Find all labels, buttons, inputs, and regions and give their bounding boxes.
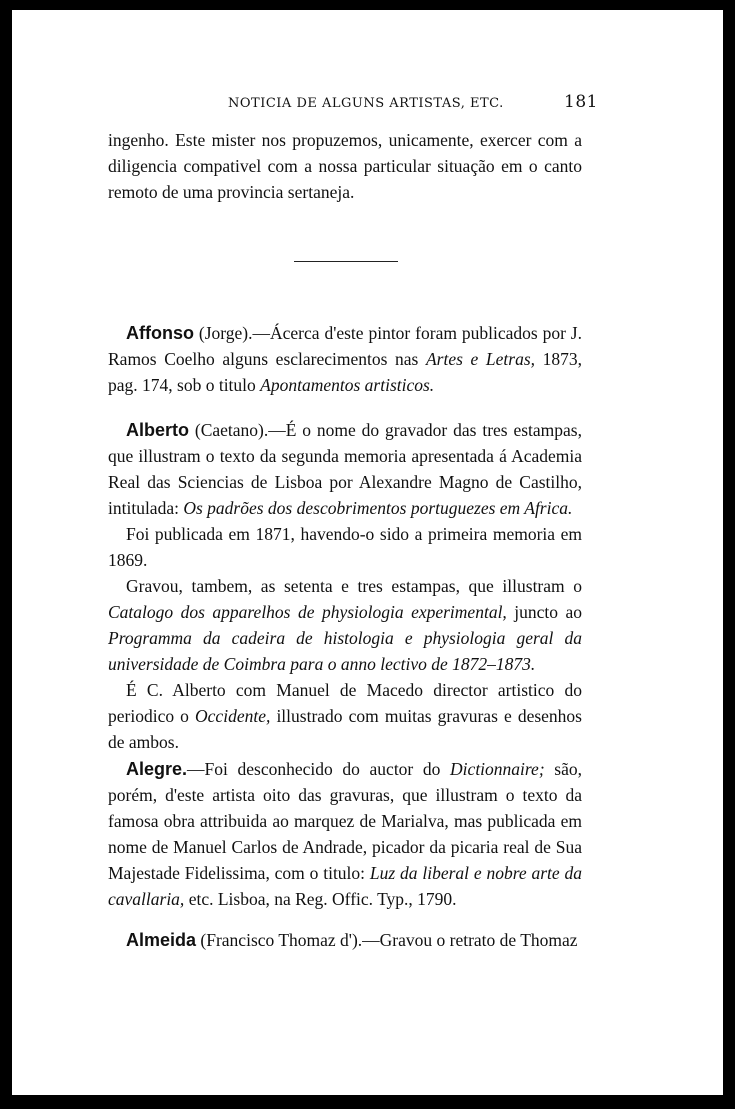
entry-head: Affonso (126, 323, 194, 343)
entry-paragraph (108, 573, 582, 677)
entry-text: etc. Lisboa, na Reg. Offic. Typ., 1790. (184, 889, 457, 909)
book-page (12, 10, 723, 1095)
entry-italic: Occidente, (195, 706, 271, 726)
entry-italic: Luz da liberal e nobre arte da cavallaria, (108, 863, 582, 909)
entry-head: Alegre. (126, 759, 188, 779)
entry-almeida (108, 927, 582, 953)
entry-italic: Programma da cadeira de histologia e physiologia geral da universidade de Coimbra para o anno lectivo de 1872–1873. (108, 628, 582, 674)
page-number: 181 (564, 92, 598, 112)
entry-italic: Catalogo dos apparelhos de physiologia experimental, (108, 602, 507, 622)
entry-text: 1873, pag. 174, sob o titulo (108, 349, 582, 395)
entry-italic: Apontamentos artisticos. (260, 375, 435, 395)
entry-text: (Francisco Thomaz d').—Gravou o retrato de Thomaz (196, 930, 578, 950)
entry-text: juncto ao (506, 602, 583, 622)
section-divider (294, 261, 398, 262)
entry-italic: Os padrões dos descobrimentos portuguezes em Africa. (183, 498, 573, 518)
entry-text: illustrado com muitas gravuras e desenhos de ambos. (108, 706, 582, 752)
running-title: NOTICIA DE ALGUNS ARTISTAS, ETC. (228, 96, 504, 111)
entry-alegre (108, 756, 582, 912)
entry-head: Almeida (126, 930, 197, 950)
entry-italic: Dictionnaire; (450, 759, 545, 779)
entry-affonso (108, 320, 582, 398)
intro-text: ingenho. Este mister nos propuzemos, unicamente, exercer com a diligencia compativel com a nossa particular situação em o canto remoto de uma provincia sertaneja. (108, 130, 582, 202)
entry-text: são, porém, d'este artista oito das gravuras, que illustram o texto da famosa obra attribuida ao marquez de Marialva, mas publicada em nome de Manuel Carlos de Andrade, picador da picaria real de Sua Majestade Fidelissima, com o titulo: (108, 759, 582, 883)
entry-text: —Foi desconhecido do auctor do (187, 759, 451, 779)
entry-text: (Caetano).—É o nome do gravador das tres estampas, que illustram o texto da segunda memoria apresentada á Academia Real das Sciencias de Lisboa por Alexandre Magno de Castilho, intitulada: (108, 420, 582, 518)
entry-italic: Artes e Letras, (425, 349, 535, 369)
intro-paragraph (108, 127, 582, 205)
entry-paragraph: Foi publicada em 1871, havendo-o sido a primeira memoria em 1869. (108, 524, 582, 570)
entry-alberto (108, 417, 582, 755)
entry-head: Alberto (126, 420, 189, 440)
entry-text: (Jorge).—Ácerca d'este pintor foram publicados por J. Ramos Coelho alguns esclarecimentos nas (108, 323, 582, 369)
entry-paragraph (108, 677, 582, 755)
entry-text: Gravou, tambem, as setenta e tres estampas, que illustram o (126, 576, 582, 596)
entry-text: É C. Alberto com Manuel de Macedo director artistico do periodico o (108, 680, 582, 726)
